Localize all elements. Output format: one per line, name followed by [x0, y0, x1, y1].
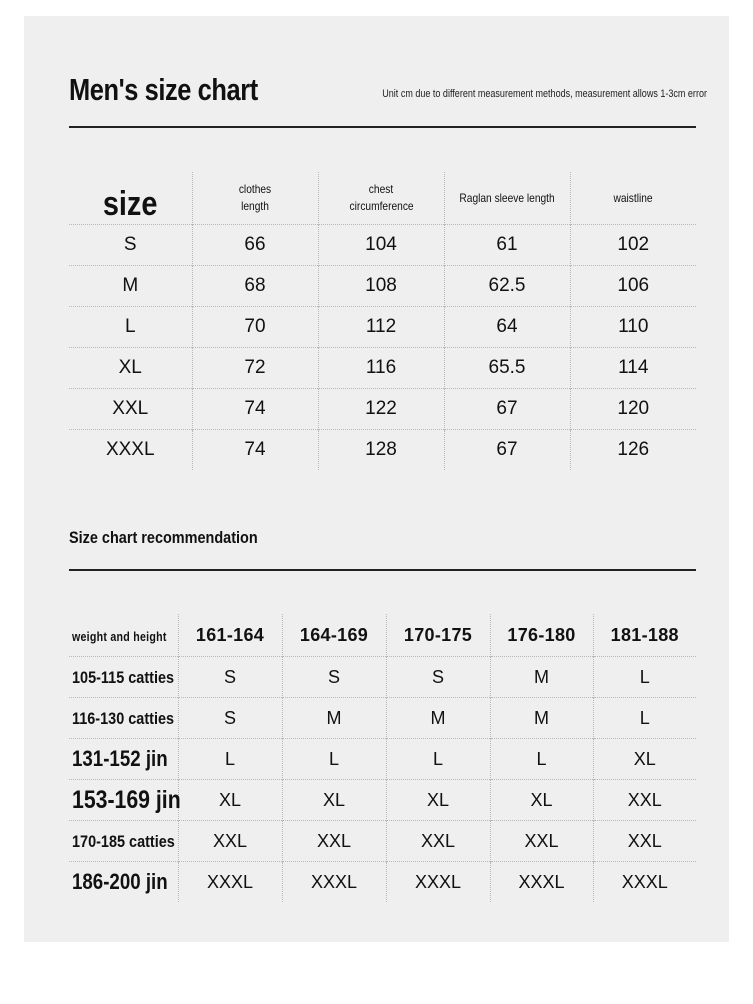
cell: XXL [178, 821, 282, 862]
header-chest-circumference: chest circumference [318, 172, 444, 225]
cell: 64 [444, 307, 570, 348]
table-row [69, 821, 696, 862]
cell: S [282, 657, 386, 698]
cell: XL [282, 780, 386, 821]
cell: S [178, 657, 282, 698]
cell: 126 [570, 430, 696, 471]
recommendation-table [69, 614, 696, 902]
recommendation-title: Size chart recommendation [69, 528, 258, 547]
cell: 74 [192, 430, 318, 471]
cell: 74 [192, 389, 318, 430]
cell: 108 [318, 266, 444, 307]
cell: 70 [192, 307, 318, 348]
table-row [69, 780, 696, 821]
size-table-header [69, 172, 696, 225]
cell: XXL [386, 821, 490, 862]
size-chart-title: Men's size chart [69, 72, 258, 107]
cell: S [386, 657, 490, 698]
divider [69, 126, 696, 128]
cell: L [386, 739, 490, 780]
cell: 67 [444, 389, 570, 430]
cell: XXXL [593, 862, 696, 903]
cell: XL [69, 348, 192, 389]
cell: 128 [318, 430, 444, 471]
cell: XXL [69, 389, 192, 430]
weight-label: 153-169 jin [69, 780, 178, 821]
table-row [69, 266, 696, 307]
cell: XXXL [386, 862, 490, 903]
cell: 66 [192, 225, 318, 266]
cell: S [69, 225, 192, 266]
divider [69, 569, 696, 571]
size-chart-card [24, 16, 729, 942]
height-header: 164-169 [282, 614, 386, 657]
recommendation-header [69, 614, 696, 657]
cell: XXL [490, 821, 593, 862]
cell: 62.5 [444, 266, 570, 307]
weight-label: 131-152 jin [69, 739, 178, 780]
corner-label: weight and height [72, 629, 167, 644]
table-row [69, 389, 696, 430]
cell: XXL [593, 780, 696, 821]
table-row [69, 307, 696, 348]
table-row [69, 862, 696, 903]
cell: M [490, 698, 593, 739]
cell: XL [490, 780, 593, 821]
table-row [69, 657, 696, 698]
cell: XL [178, 780, 282, 821]
header-size: size [102, 185, 158, 223]
cell: 116 [318, 348, 444, 389]
cell: M [386, 698, 490, 739]
cell: 120 [570, 389, 696, 430]
cell: XL [386, 780, 490, 821]
table-row [69, 430, 696, 471]
height-header: 181-188 [593, 614, 696, 657]
table-row [69, 739, 696, 780]
cell: 112 [318, 307, 444, 348]
cell: 67 [444, 430, 570, 471]
cell: 65.5 [444, 348, 570, 389]
cell: 122 [318, 389, 444, 430]
height-header: 176-180 [490, 614, 593, 657]
cell: 68 [192, 266, 318, 307]
cell: L [282, 739, 386, 780]
header-raglan-sleeve-length: Raglan sleeve length [444, 172, 570, 225]
cell: L [178, 739, 282, 780]
weight-label: 116-130 catties [69, 698, 178, 739]
cell: 106 [570, 266, 696, 307]
cell: S [178, 698, 282, 739]
cell: XXXL [178, 862, 282, 903]
weight-label: 170-185 catties [69, 821, 178, 862]
cell: 114 [570, 348, 696, 389]
height-header: 170-175 [386, 614, 490, 657]
cell: 110 [570, 307, 696, 348]
cell: XXL [282, 821, 386, 862]
cell: XXXL [69, 430, 192, 471]
cell: M [69, 266, 192, 307]
unit-note: Unit cm due to different measurement methods, measurement allows 1-3cm error [382, 88, 707, 100]
cell: 102 [570, 225, 696, 266]
weight-label: 186-200 jin [69, 862, 178, 903]
cell: XXL [593, 821, 696, 862]
weight-label: 105-115 catties [69, 657, 178, 698]
cell: XXXL [282, 862, 386, 903]
cell: XL [593, 739, 696, 780]
cell: M [490, 657, 593, 698]
cell: L [490, 739, 593, 780]
cell: 61 [444, 225, 570, 266]
cell: 104 [318, 225, 444, 266]
cell: L [69, 307, 192, 348]
cell: L [593, 698, 696, 739]
header-clothes-length: clothes length [192, 172, 318, 225]
cell: L [593, 657, 696, 698]
height-header: 161-164 [178, 614, 282, 657]
cell: 72 [192, 348, 318, 389]
size-table [69, 172, 696, 470]
cell: XXXL [490, 862, 593, 903]
table-row [69, 348, 696, 389]
table-row [69, 698, 696, 739]
cell: M [282, 698, 386, 739]
table-row [69, 225, 696, 266]
header-waistline: waistline [570, 172, 696, 225]
